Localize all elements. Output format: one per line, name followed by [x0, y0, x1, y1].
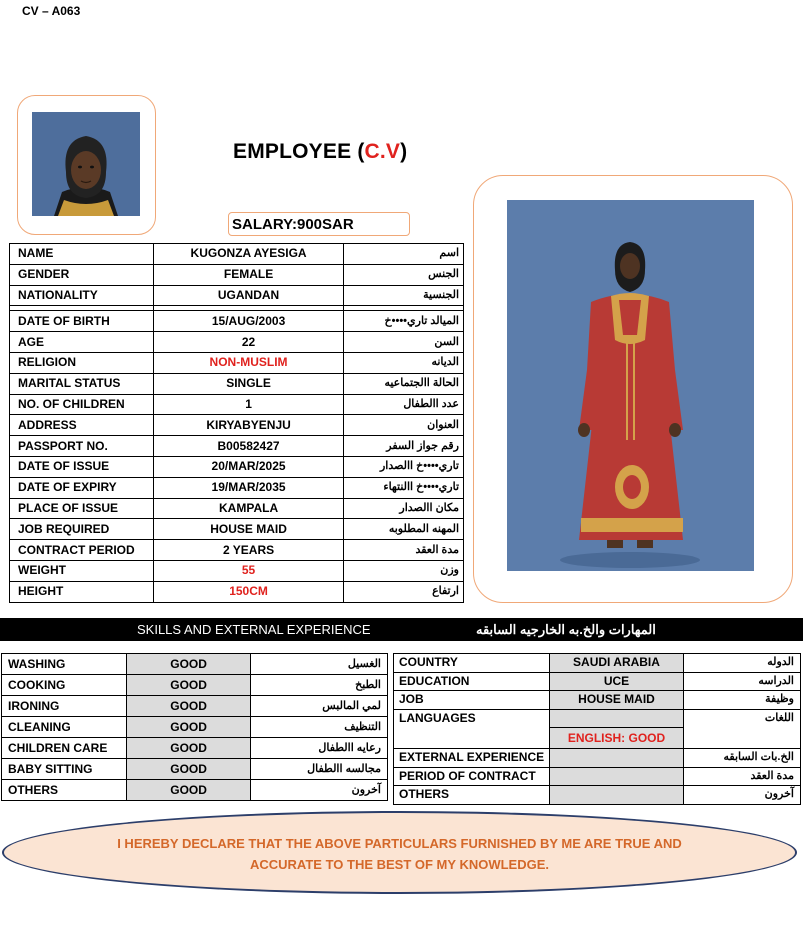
exp-value-empty — [550, 749, 684, 768]
field-label: HEIGHT — [10, 581, 154, 602]
exp-label: JOB — [394, 691, 550, 710]
field-value: B00582427 — [153, 436, 343, 457]
table-row — [394, 654, 801, 673]
title-highlight: C.V — [364, 140, 401, 163]
field-label: WEIGHT — [10, 560, 154, 581]
field-value: 1 — [153, 394, 343, 415]
table-row — [10, 415, 464, 436]
skill-arabic: رعايه االطفال — [251, 738, 388, 759]
table-row — [10, 436, 464, 457]
field-arabic: الميالد تاري••••خ — [344, 311, 464, 332]
skill-name: CHILDREN CARE — [2, 738, 127, 759]
field-arabic: تاري••••خ االنتهاء — [344, 477, 464, 498]
skill-arabic: الطبخ — [251, 675, 388, 696]
table-row — [394, 691, 801, 710]
exp-label: PERIOD OF CONTRACT — [394, 767, 550, 786]
table-row — [10, 332, 464, 353]
exp-value-empty — [550, 709, 684, 728]
full-body-image — [507, 200, 754, 571]
skill-level: GOOD — [126, 738, 250, 759]
skills-header-bar — [0, 618, 803, 641]
table-row — [2, 696, 388, 717]
field-value: 2 YEARS — [153, 540, 343, 561]
field-arabic: الديانه — [344, 352, 464, 373]
exp-label: OTHERS — [394, 786, 550, 805]
skill-arabic: آخرون — [251, 780, 388, 801]
exp-arabic: مدة العقد — [684, 767, 801, 786]
field-arabic: الحالة االجتماعيه — [344, 373, 464, 394]
field-arabic: اسم — [344, 244, 464, 265]
table-row — [10, 581, 464, 602]
skills-table — [1, 653, 388, 801]
declaration-line-1: I HEREBY DECLARE THAT THE ABOVE PARTICULARS FURNISHED BY ME ARE TRUE AND — [117, 836, 682, 851]
exp-arabic: آخرون — [684, 786, 801, 805]
title-suffix: ) — [400, 140, 408, 163]
field-label: NO. OF CHILDREN — [10, 394, 154, 415]
field-arabic: السن — [344, 332, 464, 353]
field-value: KIRYABYENJU — [153, 415, 343, 436]
skill-arabic: الغسيل — [251, 654, 388, 675]
field-arabic: الجنس — [344, 264, 464, 285]
table-row — [10, 456, 464, 477]
field-value: 15/AUG/2003 — [153, 311, 343, 332]
field-value: 55 — [153, 560, 343, 581]
exp-value-empty — [550, 786, 684, 805]
skill-level: GOOD — [126, 654, 250, 675]
field-label: ADDRESS — [10, 415, 154, 436]
table-row — [10, 519, 464, 540]
skills-header-english: SKILLS AND EXTERNAL EXPERIENCE — [137, 622, 371, 637]
field-label: GENDER — [10, 264, 154, 285]
field-value: KAMPALA — [153, 498, 343, 519]
field-value: SINGLE — [153, 373, 343, 394]
table-row — [2, 717, 388, 738]
face-portrait-image — [32, 112, 140, 216]
field-arabic: العنوان — [344, 415, 464, 436]
skill-arabic: مجالسه االطفال — [251, 759, 388, 780]
skill-name: WASHING — [2, 654, 127, 675]
skill-level: GOOD — [126, 675, 250, 696]
skill-name: COOKING — [2, 675, 127, 696]
table-row — [2, 738, 388, 759]
table-row — [2, 780, 388, 801]
face-photo — [32, 112, 140, 216]
exp-arabic: وظيفة — [684, 691, 801, 710]
table-row — [394, 786, 801, 805]
table-row — [10, 498, 464, 519]
skill-arabic: التنظيف — [251, 717, 388, 738]
field-arabic: مدة العقد — [344, 540, 464, 561]
field-label: RELIGION — [10, 352, 154, 373]
field-value: FEMALE — [153, 264, 343, 285]
field-label: NATIONALITY — [10, 285, 154, 306]
field-value: KUGONZA AYESIGA — [153, 244, 343, 265]
field-label: PLACE OF ISSUE — [10, 498, 154, 519]
exp-value: HOUSE MAID — [550, 691, 684, 710]
table-row — [2, 654, 388, 675]
table-row — [10, 560, 464, 581]
skill-level: GOOD — [126, 759, 250, 780]
title-prefix: EMPLOYEE ( — [233, 140, 365, 163]
field-arabic: مكان االصدار — [344, 498, 464, 519]
skill-level: GOOD — [126, 696, 250, 717]
table-row — [394, 749, 801, 768]
table-row — [10, 311, 464, 332]
field-label: AGE — [10, 332, 154, 353]
full-body-photo — [507, 200, 754, 571]
exp-arabic: الدوله — [684, 654, 801, 673]
personal-info-table — [9, 243, 464, 603]
field-arabic: تاري••••خ االصدار — [344, 456, 464, 477]
field-value: 22 — [153, 332, 343, 353]
field-value: 150CM — [153, 581, 343, 602]
skill-arabic: لمي المالبس — [251, 696, 388, 717]
exp-arabic: الدراسه — [684, 672, 801, 691]
skill-name: BABY SITTING — [2, 759, 127, 780]
field-arabic: رقم جواز السفر — [344, 436, 464, 457]
field-arabic: ارتفاع — [344, 581, 464, 602]
table-row — [10, 394, 464, 415]
table-row — [10, 264, 464, 285]
table-row — [10, 285, 464, 306]
field-arabic: وزن — [344, 560, 464, 581]
declaration-line-2: ACCURATE TO THE BEST OF MY KNOWLEDGE. — [249, 857, 549, 872]
table-row — [10, 477, 464, 498]
field-label: JOB REQUIRED — [10, 519, 154, 540]
skill-name: OTHERS — [2, 780, 127, 801]
field-value: NON-MUSLIM — [153, 352, 343, 373]
experience-table — [393, 653, 801, 805]
page-title — [233, 140, 407, 164]
exp-arabic: الخ.بات السابقه — [684, 749, 801, 768]
field-value: HOUSE MAID — [153, 519, 343, 540]
field-arabic: المهنه المطلوبه — [344, 519, 464, 540]
field-label: MARITAL STATUS — [10, 373, 154, 394]
table-row — [10, 352, 464, 373]
skill-name: IRONING — [2, 696, 127, 717]
table-row — [10, 244, 464, 265]
table-row — [2, 759, 388, 780]
skill-level: GOOD — [126, 780, 250, 801]
declaration-ellipse — [2, 811, 797, 894]
exp-label: EXTERNAL EXPERIENCE — [394, 749, 550, 768]
field-arabic: الجنسية — [344, 285, 464, 306]
exp-label: EDUCATION — [394, 672, 550, 691]
salary-box: SALARY:900SAR — [228, 212, 410, 236]
table-row — [10, 540, 464, 561]
exp-label: LANGUAGES — [394, 709, 550, 749]
field-value: 20/MAR/2025 — [153, 456, 343, 477]
field-label: CONTRACT PERIOD — [10, 540, 154, 561]
exp-label: COUNTRY — [394, 654, 550, 673]
field-arabic: عدد االطفال — [344, 394, 464, 415]
table-row — [394, 767, 801, 786]
field-label: PASSPORT NO. — [10, 436, 154, 457]
skill-name: CLEANING — [2, 717, 127, 738]
field-label: DATE OF ISSUE — [10, 456, 154, 477]
table-row — [394, 709, 801, 728]
exp-value-empty — [550, 767, 684, 786]
field-label: DATE OF EXPIRY — [10, 477, 154, 498]
field-value: UGANDAN — [153, 285, 343, 306]
exp-value: SAUDI ARABIA — [550, 654, 684, 673]
field-label: NAME — [10, 244, 154, 265]
field-label: DATE OF BIRTH — [10, 311, 154, 332]
exp-value: ENGLISH: GOOD — [550, 728, 684, 749]
cv-code: CV – A063 — [22, 4, 81, 18]
exp-value: UCE — [550, 672, 684, 691]
skill-level: GOOD — [126, 717, 250, 738]
table-row — [10, 373, 464, 394]
skills-header-arabic: المهارات والخ.به الخارجيه السابقه — [476, 622, 656, 637]
table-row — [394, 672, 801, 691]
field-value: 19/MAR/2035 — [153, 477, 343, 498]
exp-arabic: اللغات — [684, 709, 801, 749]
table-row — [2, 675, 388, 696]
